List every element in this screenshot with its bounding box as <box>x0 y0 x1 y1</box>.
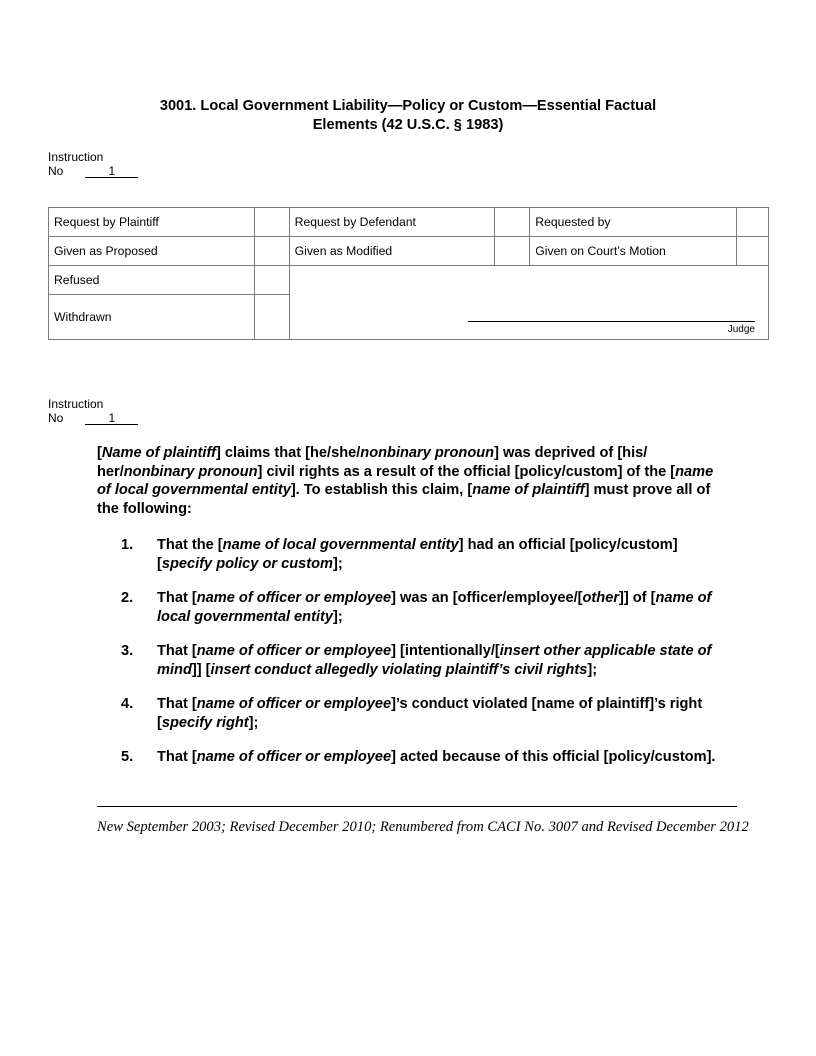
instruction-label: Instruction <box>48 150 104 164</box>
element-text: That [ <box>157 749 197 765</box>
intro-text: [ <box>97 445 102 461</box>
element-text: ]] [ <box>191 661 211 678</box>
intro-placeholder: name of local governmental entity <box>97 463 714 498</box>
instruction-number-block-top <box>48 150 138 178</box>
element-number: 2. <box>121 590 134 606</box>
intro-placeholder: nonbinary pronoun <box>360 445 495 461</box>
element-item <box>97 589 727 626</box>
element-text: That [ <box>157 590 197 606</box>
intro-placeholder: nonbinary pronoun <box>123 463 258 480</box>
element-text: ] had an official [policy/custom] [ <box>157 537 678 572</box>
request-by-plaintiff-label: Request by Plaintiff <box>49 208 255 237</box>
element-placeholder: insert conduct allegedly violating plaintiff’s civil rights <box>210 661 588 678</box>
element-text: ]; <box>248 714 259 731</box>
requested-by-box[interactable] <box>736 208 768 237</box>
element-placeholder: name of local governmental entity <box>157 590 712 625</box>
request-table <box>48 207 769 340</box>
element-number: 5. <box>121 749 134 765</box>
intro-text: ] must prove all of the following: <box>97 482 711 517</box>
element-item <box>97 748 727 767</box>
judge-label: Judge <box>727 324 755 335</box>
instruction-title <box>100 97 716 135</box>
given-as-proposed-box[interactable] <box>254 237 289 266</box>
element-placeholder: name of local governmental entity <box>222 537 459 553</box>
section-divider <box>97 806 737 807</box>
intro-text: ] civil rights as a result of the official [policy/custom] of the [ <box>257 463 676 480</box>
judge-signature-line[interactable] <box>468 321 755 322</box>
title-line-1: 3001. Local Government Liability—Policy or Custom—Essential Factual <box>159 98 657 114</box>
given-as-modified-label: Given as Modified <box>289 237 495 266</box>
request-by-defendant-box[interactable] <box>495 208 530 237</box>
element-text: ]’s conduct violated [name of plaintiff]’s right [ <box>157 696 703 731</box>
instruction-intro-paragraph <box>97 444 727 518</box>
judge-signature-area <box>289 266 768 340</box>
request-by-defendant-label: Request by Defendant <box>289 208 495 237</box>
no-label: No <box>48 164 64 178</box>
element-placeholder: insert other applicable state of mind <box>157 643 712 678</box>
given-on-courts-motion-box[interactable] <box>736 237 768 266</box>
history-note: New September 2003; Revised December 2010; Renumbered from CACI No. 3007 and Revised December 2012 <box>97 819 749 835</box>
element-item <box>97 536 727 573</box>
element-item <box>97 695 727 732</box>
element-placeholder: name of officer or employee <box>196 696 392 712</box>
element-placeholder: name of officer or employee <box>196 749 392 765</box>
intro-text: ] was deprived of [his/ her/ <box>97 445 648 480</box>
element-placeholder: specify right <box>161 714 249 731</box>
instruction-number-block-body <box>48 397 138 425</box>
intro-placeholder: Name of plaintiff <box>101 445 216 461</box>
intro-text: ]. To establish this claim, [ <box>290 482 473 498</box>
element-text: ] acted because of this official [policy/custom]. <box>391 749 716 765</box>
no-label: No <box>48 411 64 425</box>
withdrawn-label: Withdrawn <box>49 295 255 340</box>
element-text: That [ <box>157 643 197 659</box>
withdrawn-box[interactable] <box>254 295 289 340</box>
given-as-modified-box[interactable] <box>495 237 530 266</box>
element-text: ] [intentionally/[ <box>391 643 500 659</box>
element-text: ]; <box>587 661 598 678</box>
element-number: 1. <box>121 537 134 553</box>
instruction-number: 1 <box>85 412 138 425</box>
instruction-no-row <box>48 164 138 178</box>
given-on-courts-motion-label: Given on Court’s Motion <box>530 237 737 266</box>
refused-box[interactable] <box>254 266 289 295</box>
element-text: That the [ <box>157 537 223 553</box>
element-text: ] was an [officer/employee/[ <box>391 590 583 606</box>
element-placeholder: name of officer or employee <box>196 643 392 659</box>
element-placeholder: other <box>582 590 619 606</box>
title-line-2: Elements (42 U.S.C. § 1983) <box>312 117 504 133</box>
element-number: 3. <box>121 643 134 659</box>
instruction-label: Instruction <box>48 397 104 411</box>
element-text: That [ <box>157 696 197 712</box>
intro-placeholder: name of plaintiff <box>472 482 585 498</box>
element-placeholder: specify policy or custom <box>161 555 333 572</box>
intro-text: ] claims that [he/she/ <box>215 445 361 461</box>
instruction-no-row <box>48 411 138 425</box>
element-placeholder: name of officer or employee <box>196 590 392 606</box>
element-number: 4. <box>121 696 134 712</box>
essential-elements-list <box>97 536 727 783</box>
requested-by-label: Requested by <box>530 208 737 237</box>
element-item <box>97 642 727 679</box>
request-by-plaintiff-box[interactable] <box>254 208 289 237</box>
element-text: ]; <box>333 555 343 572</box>
given-as-proposed-label: Given as Proposed <box>49 237 255 266</box>
element-text: ]; <box>332 608 343 625</box>
refused-label: Refused <box>49 266 255 295</box>
instruction-number: 1 <box>85 165 138 178</box>
element-text: ]] of [ <box>619 590 656 606</box>
